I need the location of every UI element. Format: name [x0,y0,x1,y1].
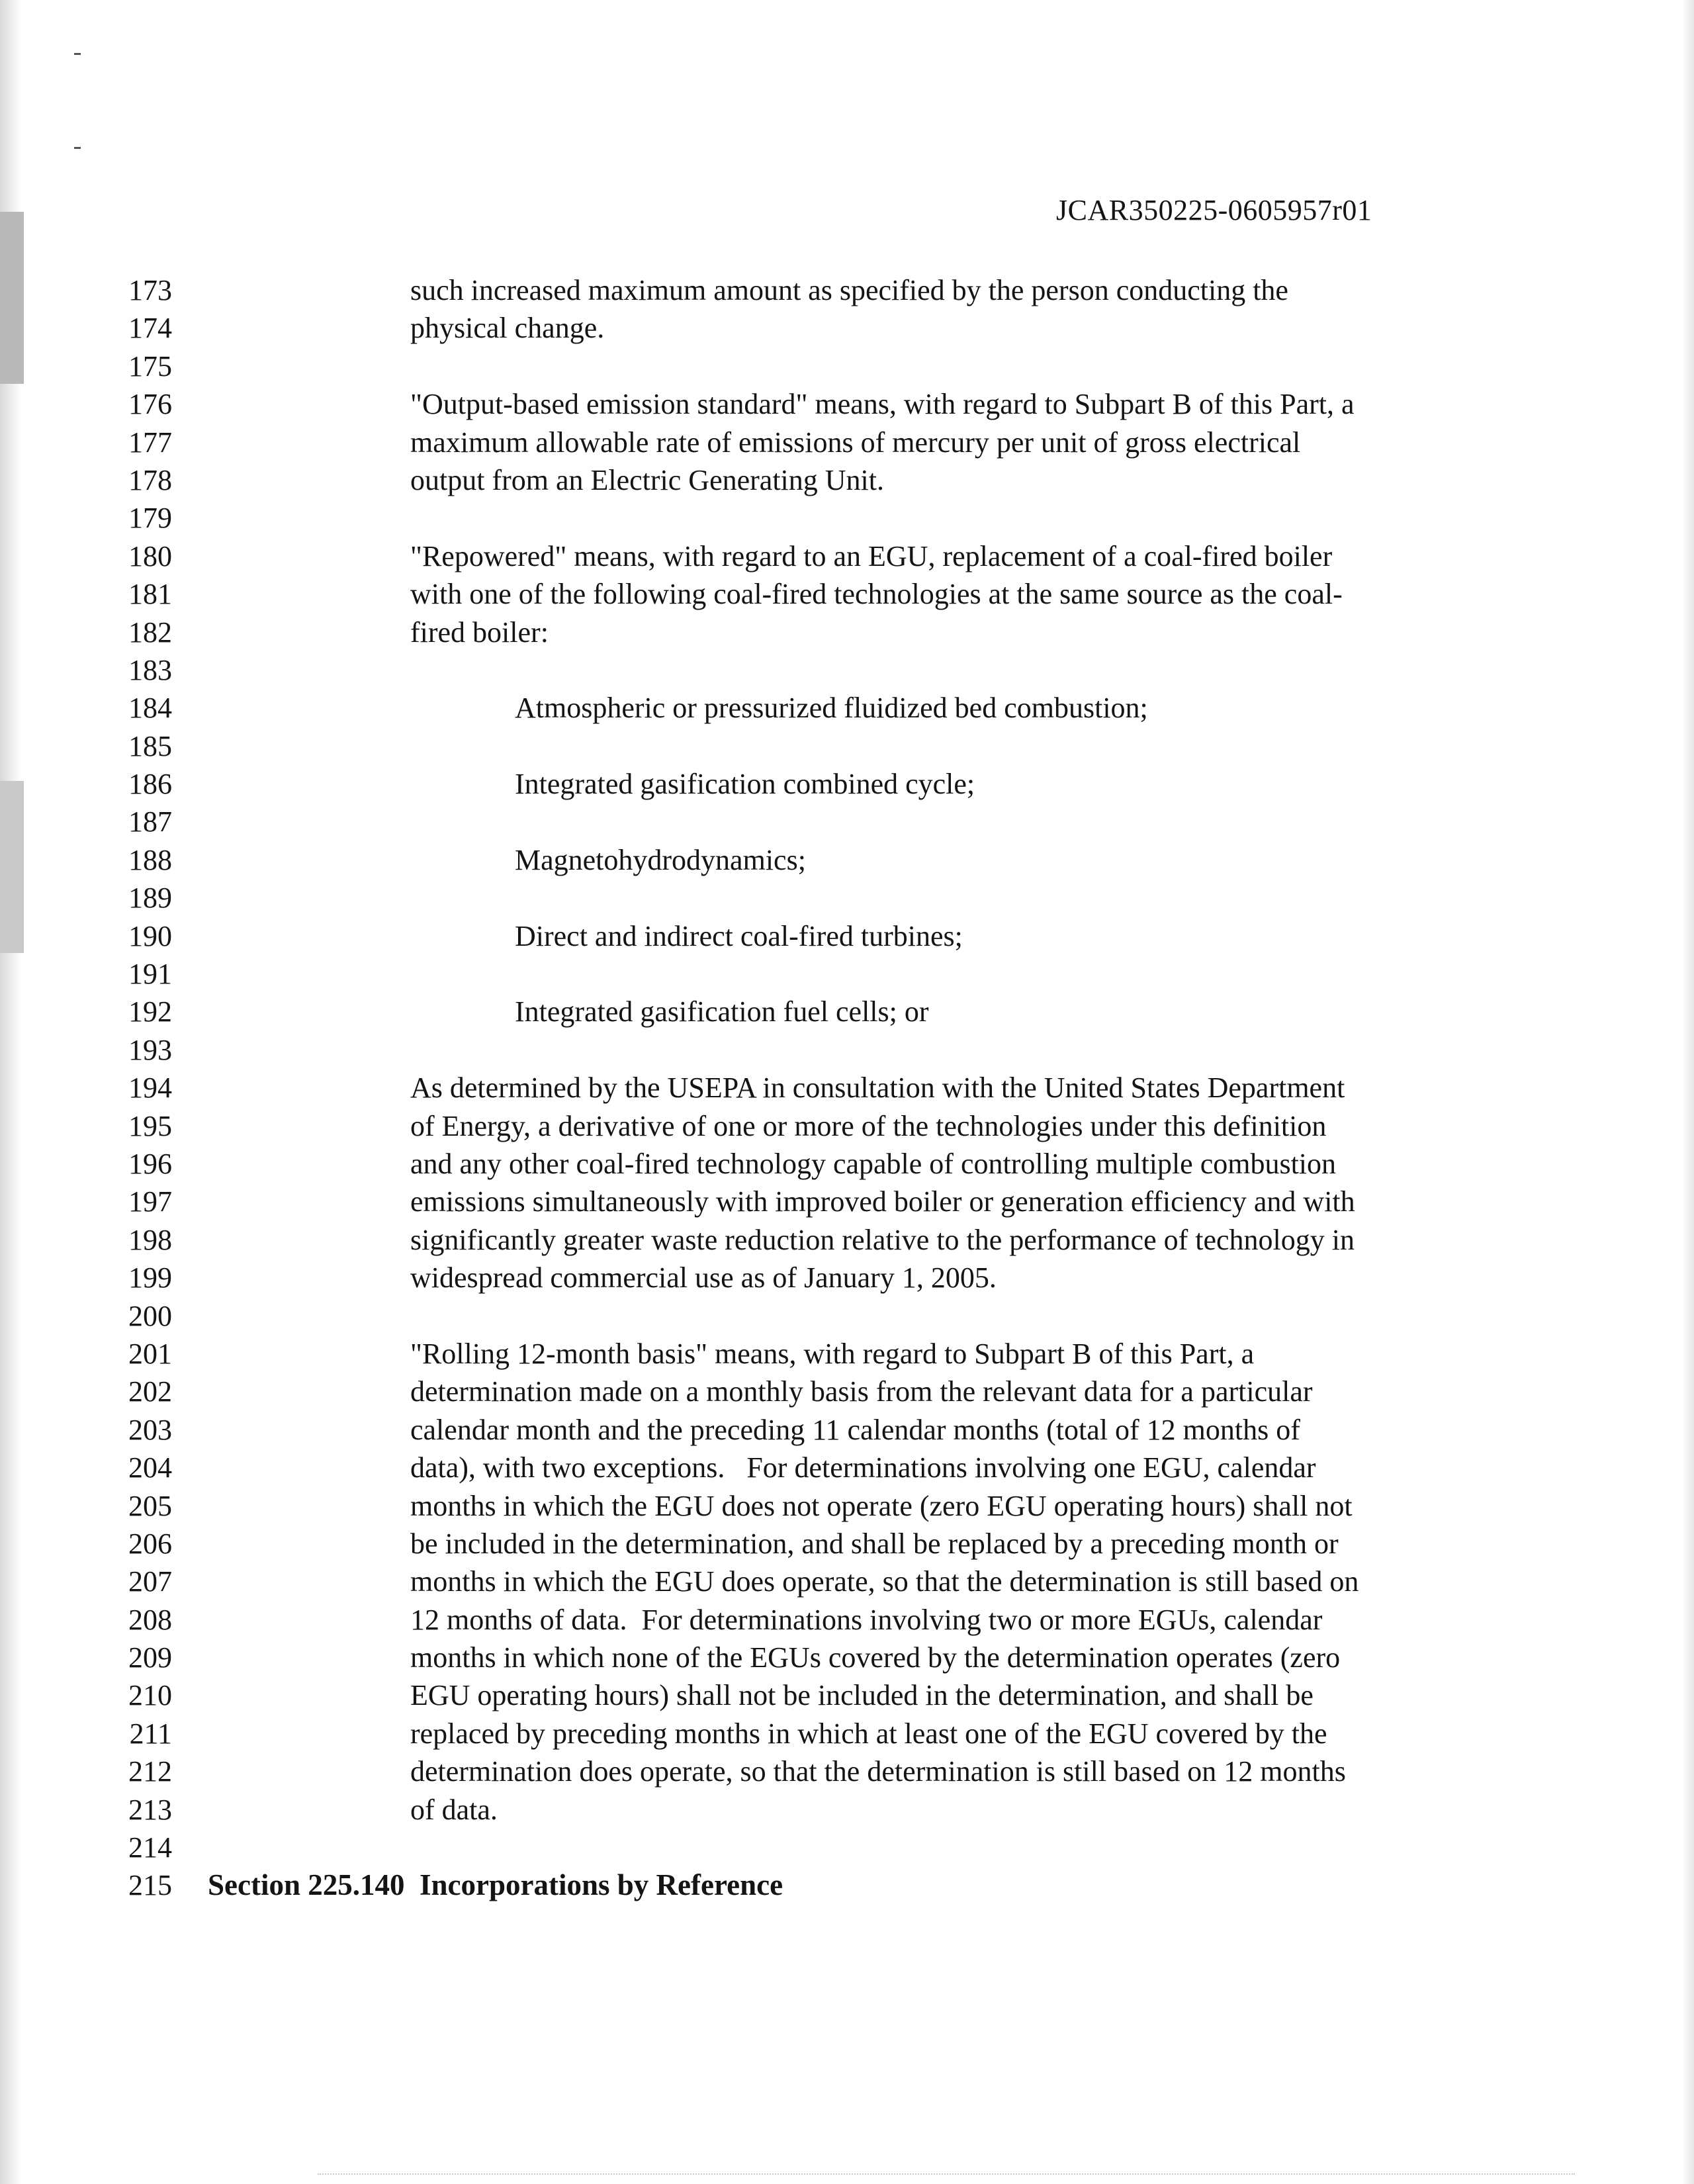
line-number: 210 [128,1679,172,1712]
line-number-column [123,271,172,1905]
text-line: emissions simultaneously with improved boiler or generation efficiency and with [410,1185,1355,1218]
text-line: fired boiler: [410,615,549,649]
scan-bottom-noise [318,2173,1575,2176]
line-number: 175 [128,349,172,383]
section-heading: Section 225.140 Incorporations by Reference [208,1868,783,1901]
text-line: widespread commercial use as of January 1, 2005. [410,1261,997,1295]
line-number: 178 [128,463,172,496]
line-number: 199 [128,1261,172,1295]
line-number: 204 [128,1451,172,1484]
text-line: and any other coal-fired technology capable of controlling multiple combustion [410,1147,1337,1180]
text-line: months in which the EGU does not operate (zero EGU operating hours) shall not [410,1489,1353,1522]
line-number: 198 [128,1223,172,1256]
line-number: 176 [128,388,172,421]
line-number: 194 [128,1071,172,1105]
line-number: 214 [128,1831,172,1864]
document-body [410,271,1509,1829]
list-item: Direct and indirect coal-fired turbines; [515,919,963,952]
line-number: 203 [128,1413,172,1446]
line-number: 197 [128,1185,172,1218]
line-number: 189 [128,882,172,915]
blank-line [410,879,1509,917]
text-line: significantly greater waste reduction relative to the performance of technology in [410,1223,1355,1256]
text-line: be included in the determination, and shall be replaced by a preceding month or [410,1527,1339,1560]
text-line: of data. [410,1793,498,1826]
list-item: Integrated gasification fuel cells; or [515,995,929,1028]
blank-line [410,651,1509,689]
blank-line [410,1031,1509,1069]
line-number: 181 [128,578,172,611]
text-line: such increased maximum amount as specified by the person conducting the [410,274,1288,306]
list-item: Magnetohydrodynamics; [515,843,806,876]
list-item: Integrated gasification combined cycle; [515,768,975,801]
blank-line [410,1297,1509,1335]
line-number: 200 [128,1299,172,1332]
text-line: EGU operating hours) shall not be included in the determination, and shall be [410,1679,1314,1712]
line-number: 186 [128,768,172,801]
line-number: 211 [129,1717,172,1750]
line-number: 207 [128,1565,172,1598]
line-number: 193 [128,1033,172,1066]
text-line: of Energy, a derivative of one or more of the technologies under this definition [410,1109,1327,1142]
line-number: 174 [128,312,172,345]
line-number: 205 [128,1489,172,1522]
text-line: determination does operate, so that the determination is still based on 12 months [410,1755,1346,1788]
scan-edge-band [0,781,24,953]
line-number: 179 [128,502,172,535]
text-line: physical change. [410,312,605,345]
text-line: 12 months of data. For determinations involving two or more EGUs, calendar [410,1603,1323,1636]
list-item: Atmospheric or pressurized fluidized bed combustion; [515,692,1148,725]
line-number: 195 [128,1109,172,1142]
line-number: 206 [128,1527,172,1560]
line-number: 202 [128,1375,172,1408]
line-number: 185 [128,729,172,762]
text-line: determination made on a monthly basis from the relevant data for a particular [410,1375,1313,1408]
text-line: replaced by preceding months in which at least one of the EGU covered by the [410,1717,1327,1750]
line-number: 201 [128,1337,172,1370]
line-number: 208 [128,1603,172,1636]
line-number: 192 [128,995,172,1028]
line-number: 209 [128,1641,172,1674]
line-number: 184 [128,692,172,725]
line-number: 212 [128,1755,172,1788]
text-line: with one of the following coal-fired technologies at the same source as the coal- [410,578,1343,611]
text-line: output from an Electric Generating Unit. [410,463,884,496]
text-line: months in which none of the EGUs covered by the determination operates (zero [410,1641,1341,1674]
blank-line [410,727,1509,765]
text-line: "Repowered" means, with regard to an EGU, replacement of a coal-fired boiler [410,539,1333,572]
line-number: 188 [128,843,172,876]
line-number: 183 [128,653,172,686]
text-line: calendar month and the preceding 11 calendar months (total of 12 months of [410,1413,1300,1446]
blank-line [410,803,1509,841]
blank-line [410,347,1509,385]
scan-speck [74,53,81,55]
text-line: months in which the EGU does operate, so that the determination is still based on [410,1565,1359,1598]
line-number: 173 [128,274,172,306]
line-number: 182 [128,615,172,649]
text-line: data), with two exceptions. For determinations involving one EGU, calendar [410,1451,1316,1484]
line-number: 196 [128,1147,172,1180]
scan-speck [74,147,81,149]
line-number: 213 [128,1793,172,1826]
line-number: 190 [128,919,172,952]
blank-line [410,499,1509,537]
document-code: JCAR350225-0605957r01 [1056,194,1372,226]
blank-line [410,955,1509,993]
text-line: As determined by the USEPA in consultation with the United States Department [410,1071,1345,1105]
scan-edge-band [0,212,24,384]
scan-edge-right [1682,0,1694,2184]
line-number: 180 [128,539,172,572]
line-number: 191 [128,958,172,991]
line-number: 187 [128,805,172,839]
text-line: maximum allowable rate of emissions of mercury per unit of gross electrical [410,426,1301,459]
line-number: 215 [128,1869,172,1902]
text-line: "Rolling 12-month basis" means, with regard to Subpart B of this Part, a [410,1337,1255,1370]
line-number: 177 [128,426,172,459]
text-line: "Output-based emission standard" means, with regard to Subpart B of this Part, a [410,388,1355,421]
